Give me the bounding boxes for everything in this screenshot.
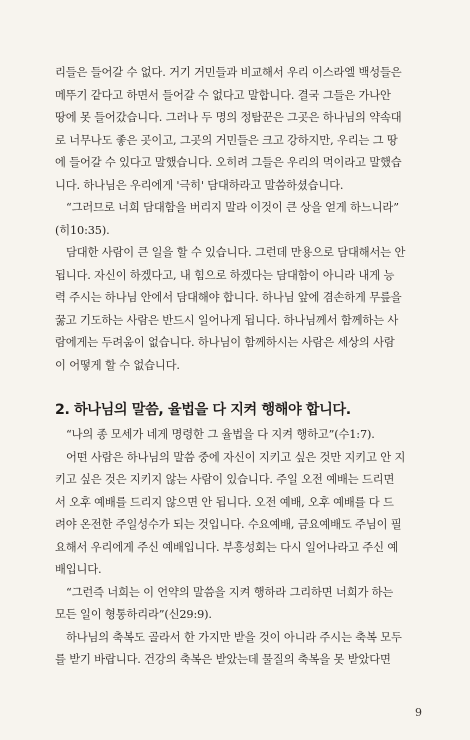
text-line: 에 들어갈 수 있다고 말했습니다. 오히려 그들은 우리의 먹이라고 말했습 (55, 156, 402, 169)
text-line: 메뚜기 같다고 하면서 들어갈 수 없다고 말합니다. 결국 그들은 가나안 (55, 88, 391, 102)
text-line: 땅에 못 들어갔습니다. 그러나 두 명의 정탐꾼은 그곳은 하나님의 약속대 (55, 111, 402, 124)
text-line: 배입니다. (55, 563, 102, 576)
text-line: 로 너무나도 좋은 곳이고, 그곳의 거민들은 크고 강하지만, 우리는 그 땅 (55, 133, 398, 147)
text-line: 리들은 들어갈 수 없다. 거기 거민들과 비교해서 우리 이스라엘 백성들은 (55, 66, 402, 79)
text-line: 를 받기 바랍니다. 건강의 축복은 받았는데 물질의 축복을 못 받았다면 (55, 653, 391, 666)
text-line: 이 어떻게 할 수 없습니다. (55, 358, 180, 372)
text-line: 키고 싶은 것은 지키지 않는 사람이 있습니다. 주일 오전 예배는 드리면 (55, 473, 395, 486)
body-text-section-two (55, 424, 421, 672)
quote-reference: 모든 일이 형통하리라”(신29:9). (55, 608, 212, 621)
quote-reference: (히10:35). (55, 223, 110, 237)
body-text-section-one (55, 62, 421, 377)
paragraph-start-line: 어떤 사람은 하나님의 말씀 중에 자신이 지키고 싶은 것만 지키고 안 지 (66, 450, 406, 464)
text-line: 려야 온전한 주일성수가 되는 것입니다. 수요예배, 금요예배도 주님이 필 (55, 518, 402, 531)
quote-line: “나의 종 모세가 네게 명령한 그 율법을 다 지켜 행하고”(수1:7). (66, 428, 375, 441)
text-line: 요해서 우리에게 주신 예배입니다. 부흥성회는 다시 일어나라고 주신 예 (55, 540, 399, 554)
quote-line: “그런즉 너희는 이 언약의 말씀을 지켜 행하라 그리하면 너희가 하는 (66, 585, 394, 599)
text-line: 서 오후 예배를 드리지 않으면 안 됩니다. 오전 예배, 오후 예배를 다 드 (55, 495, 394, 509)
paragraph-start-line: 하나님의 축복도 골라서 한 가지만 받을 것이 아니라 주시는 축복 모두 (66, 630, 402, 644)
paragraph-start-line: 담대한 사람이 큰 일을 할 수 있습니다. 그런데 만용으로 담대해서는 안 (66, 246, 406, 259)
text-line: 람에게는 두려움이 없습니다. 하나님이 함께하시는 사람은 세상의 사람 (55, 336, 395, 349)
page-number: 9 (415, 706, 422, 719)
text-line: 됩니다. 자신이 하겠다고, 내 힘으로 하겠다는 담대함이 아니라 내게 능 (55, 268, 395, 282)
section-heading: 2. 하나님의 말씀, 율법을 다 지켜 행해야 합니다. (55, 402, 351, 418)
text-line: 꿇고 기도하는 사람은 반드시 일어나게 됩니다. 하나님께서 함께하는 사 (55, 313, 399, 327)
quote-line: “그러므로 너희 담대함을 버리지 말라 이것이 큰 상을 얻게 하느니라” (66, 201, 399, 214)
text-line: 력 주시는 하나님 안에서 담대해야 합니다. 하나님 앞에 겸손하게 무릎을 (55, 291, 402, 304)
text-line: 니다. 하나님은 우리에게 '극히' 담대하라고 말씀하셨습니다. (55, 178, 344, 192)
